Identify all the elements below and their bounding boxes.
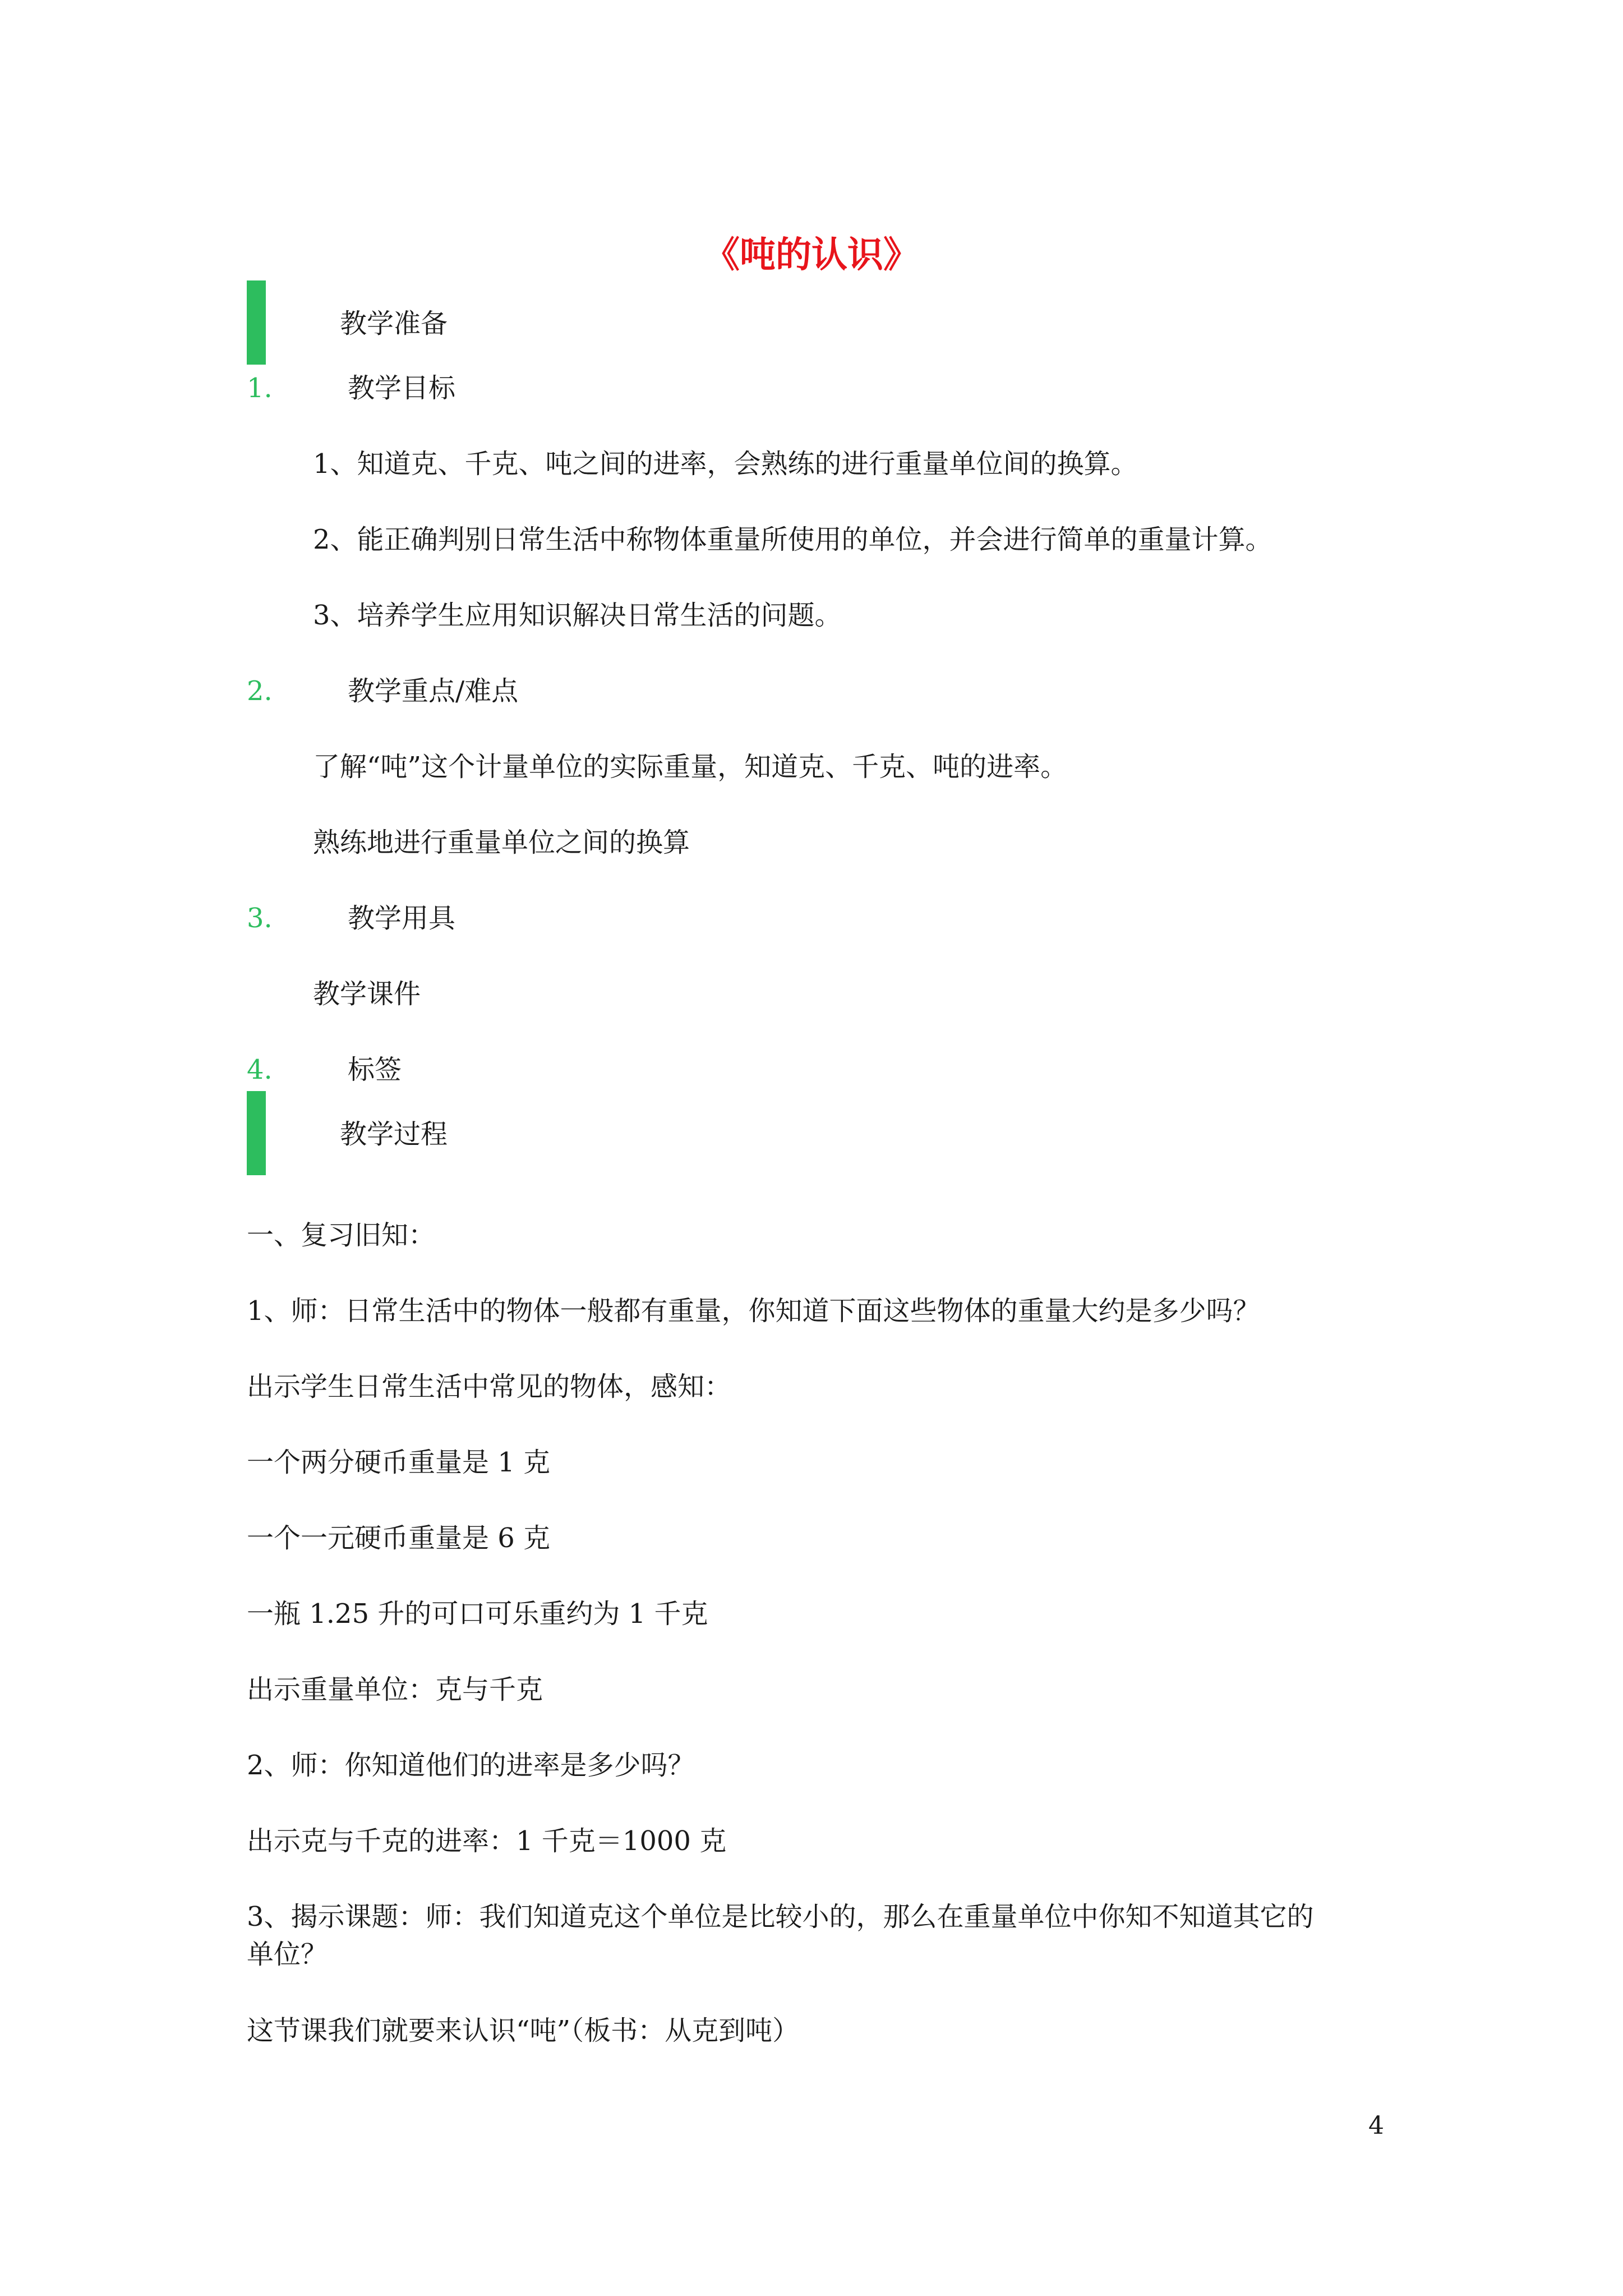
process-line: 出示学生日常生活中常见的物体，感知： (247, 1371, 732, 1402)
key-point-line: 熟练地进行重量单位之间的换算 (313, 827, 690, 858)
process-line: 3、揭示课题：师：我们知道克这个单位是比较小的，那么在重量单位中你知不知道其它的 (247, 1901, 1314, 1932)
section-heading-process: 教学过程 (340, 1119, 448, 1150)
page-number: 4 (1368, 2111, 1384, 2140)
process-line: 一个一元硬币重量是 6 克 (247, 1522, 551, 1554)
goal-line: 1、知道克、千克、吨之间的进率，会熟练的进行重量单位间的换算。 (313, 448, 1138, 480)
item-number: 3. (247, 903, 273, 934)
item-label: 教学用具 (348, 903, 456, 934)
process-line: 出示重量单位：克与千克 (247, 1674, 543, 1705)
item-number: 4. (247, 1054, 273, 1085)
page-title: 《吨的认识》 (704, 234, 919, 276)
process-line: 这节课我们就要来认识“吨”（板书：从克到吨） (247, 2015, 800, 2046)
item-number: 1. (247, 372, 273, 404)
process-line: 出示克与千克的进率：1 千克＝1000 克 (247, 1825, 727, 1857)
item-label: 教学重点/难点 (348, 675, 519, 707)
process-line: 一瓶 1.25 升的可口可乐重约为 1 千克 (247, 1598, 708, 1630)
item-label: 教学目标 (348, 372, 456, 404)
item-number: 2. (247, 675, 273, 707)
section-marker-bar (247, 1091, 266, 1175)
goal-line: 3、培养学生应用知识解决日常生活的问题。 (313, 600, 842, 631)
key-point-line: 了解“吨”这个计量单位的实际重量，知道克、千克、吨的进率。 (313, 751, 1068, 783)
section-heading-prep: 教学准备 (340, 308, 448, 339)
goal-line: 2、能正确判别日常生活中称物体重量所使用的单位，并会进行简单的重量计算。 (313, 524, 1272, 555)
process-line: 2、师：你知道他们的进率是多少吗？ (247, 1750, 695, 1781)
tools-line: 教学课件 (313, 978, 421, 1010)
item-label: 标签 (348, 1054, 402, 1085)
process-line: 单位？ (247, 1939, 328, 1970)
process-line: 1、师：日常生活中的物体一般都有重量，你知道下面这些物体的重量大约是多少吗？ (247, 1295, 1260, 1327)
process-line: 一个两分硬币重量是 1 克 (247, 1447, 551, 1478)
section-marker-bar (247, 280, 266, 365)
process-line: 一、复习旧知： (247, 1220, 436, 1251)
